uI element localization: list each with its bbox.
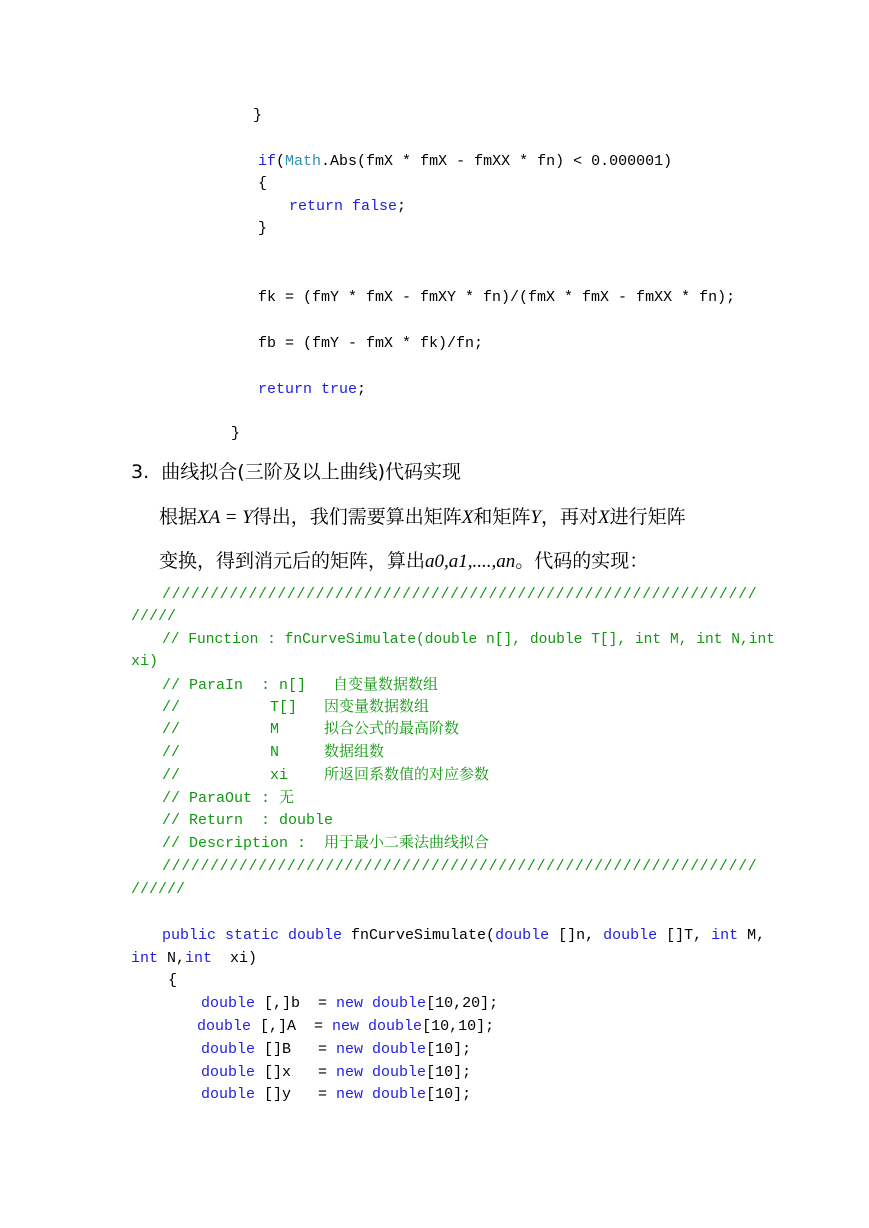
code-decl-a: double [,]A = new double[10,10];: [197, 1018, 495, 1035]
comment-return: // Return : double: [162, 812, 334, 829]
code-return-true: return true;: [258, 381, 367, 398]
comment-separator-bottom-wrap: //////: [131, 881, 186, 898]
code-function-end-brace: }: [231, 425, 241, 442]
code-function-open-brace: {: [168, 972, 178, 989]
comment-parain-n: // ParaIn : n[] 自变量数据数组: [162, 677, 439, 694]
code-decl-y: double []y = new double[10];: [201, 1086, 472, 1103]
comment-paraout: // ParaOut : 无: [162, 790, 295, 807]
comment-parain-t: // T[] 因变量数据数组: [162, 699, 430, 716]
paragraph-line-2: 变换，得到消元后的矩阵，算出a0,a1,....,an。代码的实现：: [159, 550, 649, 572]
code-return-false: return false;: [289, 198, 407, 215]
section-number: 3.: [131, 461, 150, 483]
comment-parain-m: // M 拟合公式的最高阶数: [162, 721, 460, 738]
coefficient-list: a0,a1,....,an: [425, 551, 516, 572]
code-if-line: if(Math.Abs(fmX * fmX - fmXX * fn) < 0.000001): [258, 153, 673, 170]
code-fk-line: fk = (fmY * fmX - fmXY * fn)/(fmX * fmX - fmXX * fn);: [258, 289, 736, 306]
code-function-signature: public static double fnCurveSimulate(double []n, double []T, int M,: [162, 927, 766, 944]
comment-function-wrap: xi): [131, 653, 159, 670]
code-fb-line: fb = (fmY - fmX * fk)/fn;: [258, 335, 484, 352]
comment-function: // Function : fnCurveSimulate(double n[], double T[], int M, int N,int: [162, 632, 776, 648]
comment-separator-top-wrap: /////: [131, 608, 177, 625]
code-decl-b: double [,]b = new double[10,20];: [201, 995, 499, 1012]
code-decl-bb: double []B = new double[10];: [201, 1041, 472, 1058]
code-open-brace: {: [258, 175, 268, 192]
section-title: 曲线拟合(三阶及以上曲线)代码实现: [161, 461, 462, 483]
comment-description: // Description : 用于最小二乘法曲线拟合: [162, 835, 490, 852]
code-function-signature-wrap: int N,int xi): [131, 950, 258, 967]
comment-separator-bottom: //////////////////////////////////////////////////////////////: [162, 858, 758, 875]
comment-separator-top: //////////////////////////////////////////////////////////////: [162, 586, 758, 603]
comment-parain-xi: // xi 所返回系数值的对应参数: [162, 767, 490, 784]
section-heading: [131, 457, 461, 484]
code-close-brace: }: [258, 220, 268, 237]
code-decl-x: double []x = new double[10];: [201, 1064, 472, 1081]
comment-parain-n-count: // N 数据组数: [162, 744, 385, 761]
code-closing-brace: }: [253, 107, 263, 124]
paragraph-line-1: 根据XA = Y得出，我们需要算出矩阵X和矩阵Y，再对X进行矩阵: [159, 506, 686, 528]
